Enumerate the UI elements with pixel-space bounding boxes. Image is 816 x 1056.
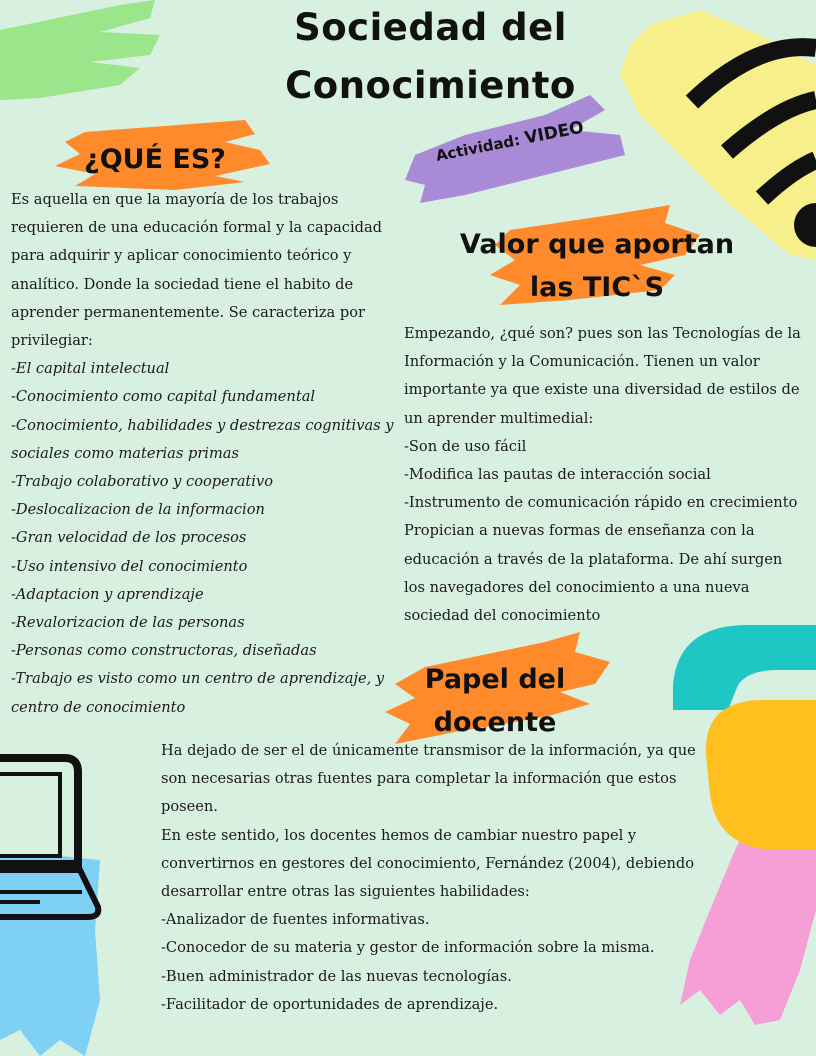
que-es-item: -Conocimiento como capital fundamental [11, 388, 316, 406]
que-es-line: privilegiar: [11, 332, 93, 350]
docente-heading-line1: Papel del [424, 664, 566, 695]
tics-line: sociedad del conocimiento [404, 607, 601, 625]
laptop-icon [0, 752, 105, 922]
docente-line: -Buen administrador de las nuevas tecnologías. [161, 967, 512, 985]
tics-line: educación a través de la plataforma. De ahí surgen [404, 550, 783, 568]
docente-line: Ha dejado de ser el de únicamente transmisor de la información, ya que [161, 742, 696, 759]
docente-line: convertirnos en gestores del conocimiento, Fernández (2004), debiendo [161, 854, 695, 872]
tics-line: un aprender multimedial: [404, 409, 594, 427]
tics-line: -Son de uso fácil [404, 437, 527, 455]
que-es-item: -Uso intensivo del conocimiento [11, 557, 248, 575]
que-es-line: analítico. Donde la sociedad tiene el habito de [11, 275, 354, 293]
que-es-item: -Adaptacion y aprendizaje [11, 585, 204, 603]
tics-line: -Instrumento de comunicación rápido en crecimiento [404, 494, 798, 512]
tics-line: -Modifica las pautas de interacción social [404, 466, 711, 484]
que-es-item: -Trabajo es visto como un centro de aprendizaje, y [11, 670, 385, 688]
que-es-line: aprender permanentemente. Se caracteriza por [11, 303, 366, 321]
que-es-text [11, 186, 401, 722]
page-title-line2: Conocimiento [285, 64, 576, 107]
docente-line: -Analizador de fuentes informativas. [161, 911, 430, 929]
page-title-line1: Sociedad del [294, 6, 567, 49]
que-es-item: -Trabajo colaborativo y cooperativo [11, 473, 273, 491]
que-es-item: -Personas como constructoras, diseñadas [11, 642, 317, 660]
docente-heading-line2: docente [433, 707, 557, 738]
tics-text [404, 320, 816, 630]
green-splash [0, 0, 170, 110]
tics-line: Información y la Comunicación. Tienen un valor [404, 353, 760, 371]
actividad-video-link[interactable]: VIDEO [522, 117, 586, 149]
wifi-icon [682, 40, 816, 250]
docente-line: -Conocedor de su materia y gestor de información sobre la misma. [161, 939, 655, 957]
que-es-item: sociales como materias primas [11, 444, 239, 462]
que-es-item: -Conocimiento, habilidades y destrezas cognitivas y [11, 416, 394, 434]
que-es-line: requieren de una educación formal y la capacidad [11, 219, 383, 237]
docente-text [161, 737, 721, 1019]
docente-line: -Facilitador de oportunidades de aprendizaje. [161, 995, 499, 1013]
que-es-item: -El capital intelectual [11, 360, 170, 378]
que-es-heading: ¿QUÉ ES? [84, 144, 226, 175]
tics-heading-line2: las TIC`S [529, 272, 665, 303]
actividad-prefix: Actividad: [434, 130, 522, 165]
tics-heading-line1: Valor que aportan [459, 229, 735, 260]
que-es-item: centro de conocimiento [11, 698, 186, 716]
docente-line: desarrollar entre otras las siguientes habilidades: [161, 883, 530, 901]
que-es-item: -Revalorizacion de las personas [11, 614, 245, 632]
que-es-item: -Gran velocidad de los procesos [11, 529, 247, 547]
tics-line: Propician a nuevas formas de enseñanza con la [404, 522, 755, 540]
tics-line: Empezando, ¿qué son? pues son las Tecnologías de la [404, 325, 801, 342]
docente-line: son necesarias otras fuentes para completar la información que estos [161, 770, 677, 788]
docente-line: En este sentido, los docentes hemos de cambiar nuestro papel y [161, 826, 637, 844]
tics-line: importante ya que existe una diversidad de estilos de [404, 381, 800, 399]
que-es-line: Es aquella en que la mayoría de los trabajos [11, 191, 339, 208]
tics-line: los navegadores del conocimiento a una nueva [404, 578, 750, 596]
que-es-item: -Deslocalizacion de la informacion [11, 501, 265, 519]
que-es-line: para adquirir y aplicar conocimiento teórico y [11, 247, 352, 265]
docente-line: poseen. [161, 798, 218, 816]
